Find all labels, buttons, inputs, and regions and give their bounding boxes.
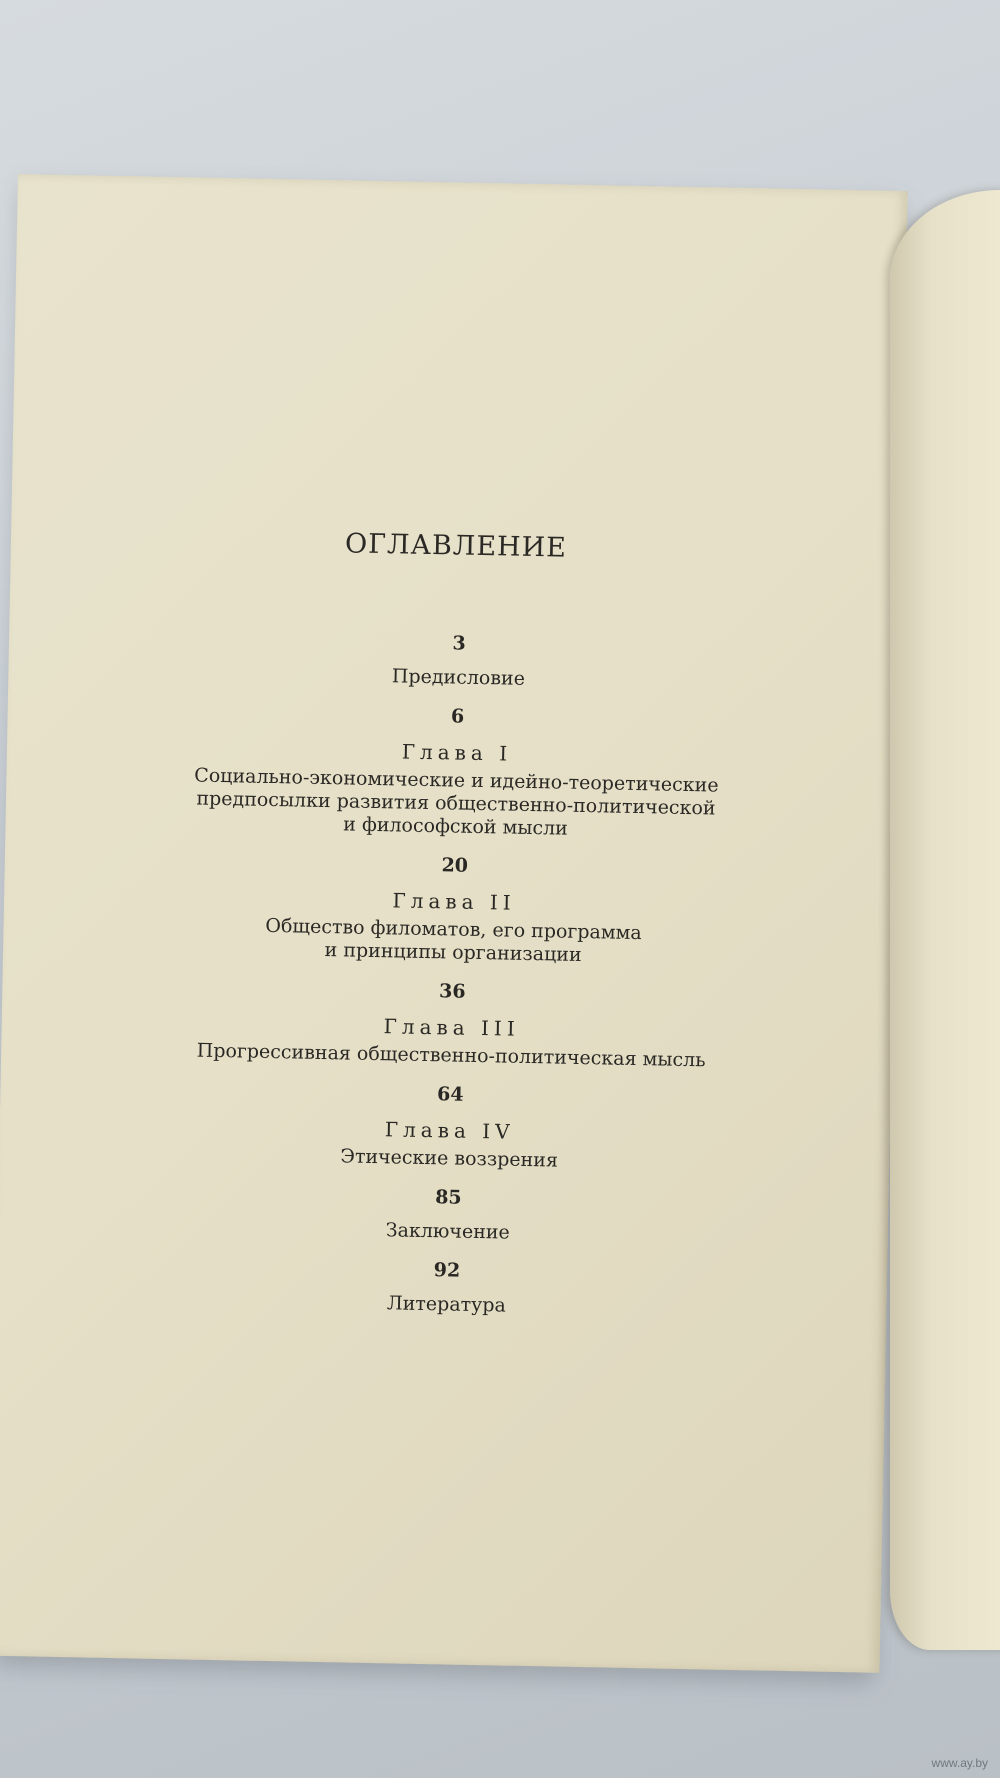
entry-chapter-label: Глава IV [384, 1117, 515, 1144]
watermark: www.ay.by [931, 1756, 988, 1770]
entry-title: Прогрессивная общественно-политическая мысль [196, 1039, 706, 1072]
entry-chapter-label: Глава I [401, 739, 513, 766]
entry-title: Общество филоматов, его программа и принципы организации [265, 914, 642, 966]
toc-entry [113, 846, 795, 971]
toc-entry [115, 697, 797, 845]
table-of-contents [0, 174, 908, 1673]
toc-entry [109, 1075, 791, 1177]
entry-page-number: 92 [433, 1259, 461, 1282]
entry-page-number: 6 [450, 705, 465, 728]
book-page [0, 174, 908, 1673]
toc-title: ОГЛАВЛЕНИЕ [344, 528, 568, 564]
entry-page-number: 3 [452, 632, 466, 655]
entry-title: Литература [386, 1292, 507, 1317]
curled-next-page [890, 190, 1000, 1650]
toc-entry [111, 972, 793, 1074]
entry-page-number: 85 [434, 1186, 462, 1209]
toc-entry [106, 1251, 787, 1323]
entry-title: Этические воззрения [340, 1145, 559, 1172]
entry-title: Социально-экономические и идейно-теоретические предпосылки развития общественно-политической и философской мысли [194, 764, 719, 840]
entry-title: Предисловие [391, 665, 526, 690]
entry-title: Заключение [385, 1219, 510, 1244]
toc-entries [106, 624, 799, 1337]
toc-entry [108, 1178, 789, 1250]
entry-page-number: 20 [441, 854, 469, 877]
toc-entry [118, 624, 799, 696]
entry-page-number: 64 [436, 1083, 464, 1106]
entry-chapter-label: Глава III [383, 1014, 520, 1041]
entry-page-number: 36 [438, 980, 466, 1003]
entry-chapter-label: Глава II [392, 888, 516, 915]
